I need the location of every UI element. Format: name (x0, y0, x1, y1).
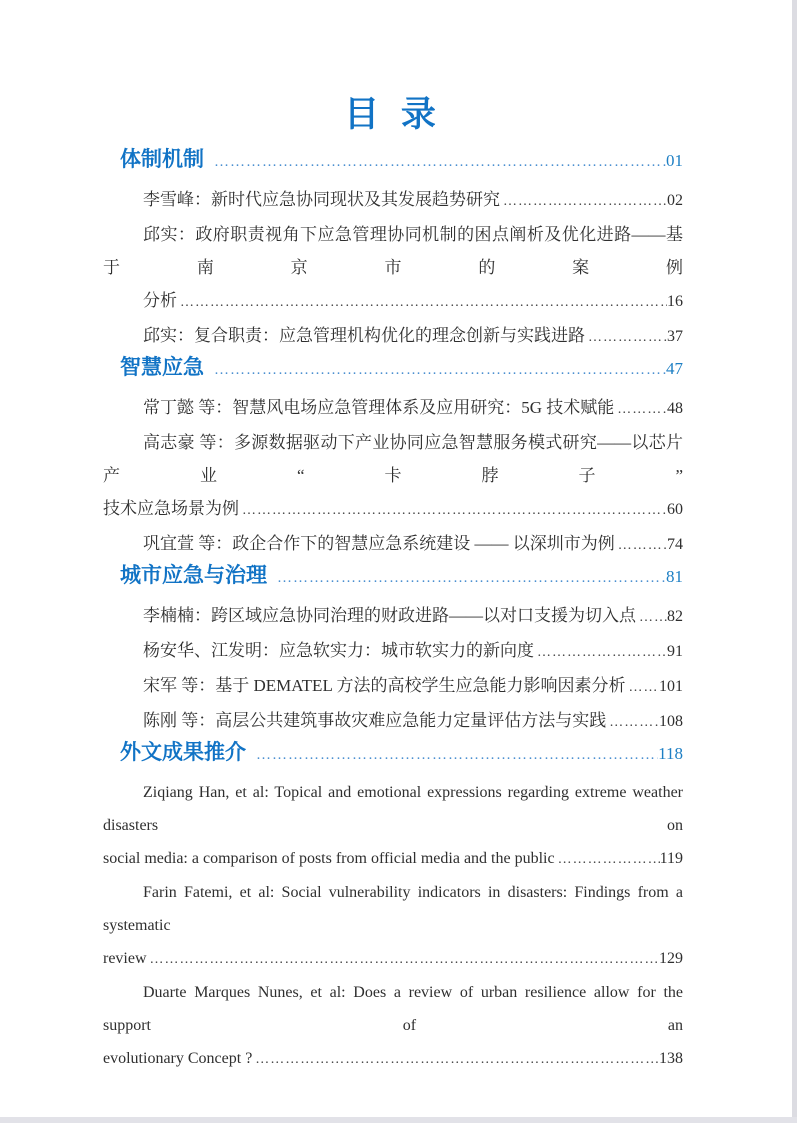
page-edge-right (792, 0, 797, 1123)
dot-leader (618, 529, 667, 562)
entry-page-number: 60 (667, 501, 683, 518)
entry-text: Duarte Marques Nunes, et al: Does a review of urban resilience allow for the support of an (103, 984, 683, 1034)
entry-page-number: 82 (667, 608, 683, 625)
entry-page-number: 101 (659, 678, 683, 695)
entry-page-number: 119 (659, 850, 683, 867)
entry-text: 技术应急场景为例 (103, 499, 239, 518)
toc-entry-line (103, 842, 683, 876)
entry-text: Farin Fatemi, et al: Social vulnerability indicators in disasters: Findings from a systematic (103, 884, 683, 934)
toc-entry-line (103, 426, 683, 492)
toc-entry-line (103, 976, 683, 1042)
toc-entry-line (103, 183, 683, 218)
page-edge-bottom (0, 1117, 797, 1123)
dot-leader (242, 494, 667, 527)
entry-text: 邱实：政府职责视角下应急管理协同机制的困点阐析及优化进路——基于南京市的案例 (103, 225, 683, 277)
toc-entry-line (103, 218, 683, 284)
section-page-number: 47 (666, 359, 683, 378)
section-label: 智慧应急 (120, 356, 204, 379)
toc-section (120, 351, 683, 387)
entry-text: review (103, 950, 147, 967)
dot-leader (588, 321, 667, 354)
section-label: 体制机制 (120, 148, 204, 171)
toc-entry-line (103, 704, 683, 739)
entry-page-number: 48 (667, 400, 683, 417)
dot-leader (150, 943, 659, 976)
entry-page-number: 37 (667, 328, 683, 345)
section-page-number: 118 (658, 744, 683, 763)
entry-text: 李楠楠：跨区域应急协同治理的财政进路——以对口支援为切入点 (143, 606, 636, 625)
section-page-number: 01 (666, 151, 683, 170)
dot-leader (180, 286, 667, 319)
dot-leader (214, 146, 666, 179)
dot-leader (214, 354, 666, 387)
entry-text: 李雪峰：新时代应急协同现状及其发展趋势研究 (143, 190, 500, 209)
toc-entry-line (103, 391, 683, 426)
dot-leader (537, 636, 667, 669)
section-page-number: 81 (666, 567, 683, 586)
dot-leader (255, 1043, 659, 1076)
toc-entry-line (103, 599, 683, 634)
entry-text: 高志豪 等：多源数据驱动下产业协同应急智慧服务模式研究——以芯片产业“卡脖子” (103, 433, 683, 485)
toc-entry-line (103, 284, 683, 319)
dot-leader (617, 393, 667, 426)
entry-text: 陈刚 等：高层公共建筑事故灾难应急能力定量评估方法与实践 (143, 711, 607, 730)
dot-leader (503, 185, 667, 218)
entry-text: 宋军 等：基于 DEMATEL 方法的高校学生应急能力影响因素分析 (143, 676, 626, 695)
entry-text: 分析 (143, 291, 177, 310)
dot-leader (609, 706, 659, 739)
entry-text: social media: a comparison of posts from official media and the public (103, 850, 555, 867)
entry-text: 邱实：复合职责：应急管理机构优化的理念创新与实践进路 (143, 326, 585, 345)
toc-section (120, 736, 683, 772)
toc-list (103, 143, 683, 1076)
dot-leader (277, 562, 666, 595)
dot-leader (628, 671, 659, 704)
toc-section (120, 559, 683, 595)
entry-page-number: 91 (667, 643, 683, 660)
entry-text: 巩宜萱 等：政企合作下的智慧应急系统建设 —— 以深圳市为例 (143, 534, 615, 553)
entry-text: Ziqiang Han, et al: Topical and emotional expressions regarding extreme weather disasters on (103, 784, 683, 834)
toc-entry-line (103, 527, 683, 562)
dot-leader (558, 843, 660, 876)
toc-entry-line (103, 776, 683, 842)
toc-entry-line (103, 634, 683, 669)
dot-leader (256, 739, 658, 772)
entry-page-number: 16 (667, 293, 683, 310)
toc-entry-line (103, 669, 683, 704)
dot-leader (639, 601, 667, 634)
entry-page-number: 138 (659, 1050, 683, 1067)
toc-entry-line (103, 1042, 683, 1076)
toc-entry-line (103, 319, 683, 354)
entry-text: 杨安华、江发明：应急软实力：城市软实力的新向度 (143, 641, 534, 660)
toc-section (120, 143, 683, 179)
section-label: 外文成果推介 (120, 741, 246, 764)
toc-entry-line (103, 492, 683, 527)
entry-page-number: 129 (659, 950, 683, 967)
toc-entry-line (103, 876, 683, 942)
entry-page-number: 108 (659, 713, 683, 730)
entry-text: evolutionary Concept ? (103, 1050, 253, 1067)
toc-entry-line (103, 942, 683, 976)
page-title: 目 录 (344, 95, 442, 134)
entry-text: 常丁懿 等：智慧风电场应急管理体系及应用研究：5G 技术赋能 (143, 398, 615, 417)
entry-page-number: 02 (667, 192, 683, 209)
section-label: 城市应急与治理 (120, 564, 267, 587)
entry-page-number: 74 (667, 536, 683, 553)
